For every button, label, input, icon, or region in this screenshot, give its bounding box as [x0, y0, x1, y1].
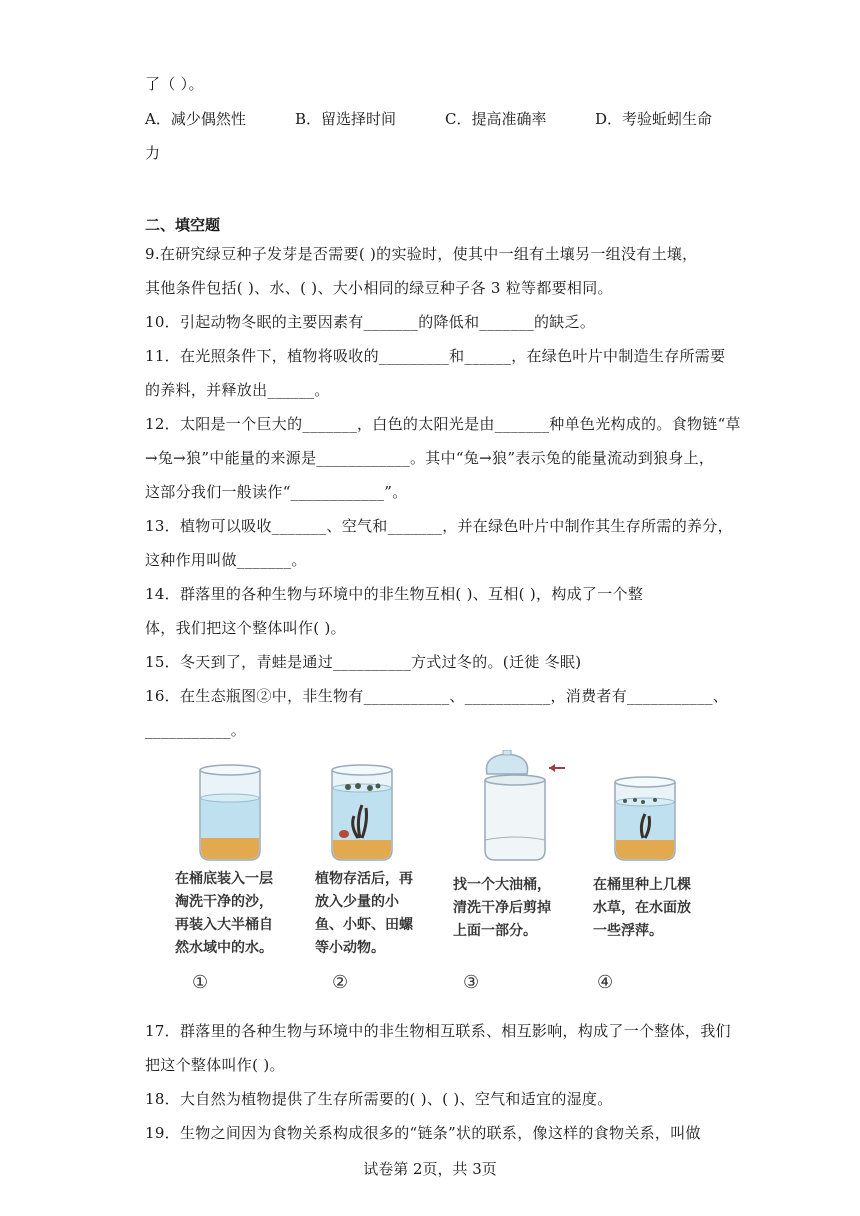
- text-line: 9.在研究绿豆种子发芽是否需要( )的实验时，使其中一组有土壤另一组没有土壤，: [145, 245, 698, 263]
- text-line: 把这个整体叫作( )。: [145, 1056, 285, 1074]
- text-line: 19．生物之间因为食物关系构成很多的“链条”状的联系，像这样的食物关系，叫做: [145, 1124, 701, 1142]
- caption-2: 植物存活后，再 放入少量的小 鱼、小虾、田螺 等小动物。: [315, 871, 413, 956]
- caption-4: 在桶里种上几棵 水草，在水面放 一些浮萍。: [593, 877, 691, 939]
- text-line: 18．大自然为植物提供了生存所需要的( )、( )、空气和适宜的湿度。: [145, 1090, 613, 1108]
- page-footer: 试卷第 2页，共 3页: [363, 1160, 497, 1178]
- text-line: 13．植物可以吸收_______、空气和_______，并在绿色叶片中制作其生存所需的养分，: [145, 517, 733, 535]
- question-tail: 了（ ）。: [145, 75, 204, 93]
- caption-3: 找一个大油桶， 清洗干净后剪掉 上面一部分。: [453, 877, 551, 939]
- text-line: 14．群落里的各种生物与环境中的非生物互相( )、互相( )，构成了一个整: [145, 585, 644, 603]
- text-line: 这部分我们一般读作“____________”。: [145, 483, 408, 501]
- text-line: 10．引起动物冬眠的主要因素有_______的降低和_______的缺乏。: [145, 313, 596, 331]
- step-number-3: ③: [463, 972, 480, 993]
- bottle-with-plants-illustration: [585, 750, 725, 865]
- section-title: 二、填空题: [145, 216, 221, 234]
- text-line: 的养料，并释放出______。: [145, 381, 330, 399]
- text-line: 11．在光照条件下，植物将吸收的_________和______，在绿色叶片中制造生存所需要: [145, 347, 726, 365]
- text-line: 体，我们把这个整体叫作( )。: [145, 619, 346, 637]
- bottle-sand-water-illustration: [170, 750, 310, 865]
- text-line: ___________。: [145, 721, 247, 739]
- step-number-1: ①: [192, 972, 209, 993]
- panel-2: [310, 750, 450, 1000]
- text-line: 15．冬天到了，青蛙是通过__________方式过冬的。(迁徙 冬眠): [145, 653, 582, 671]
- option-c: C．提高准确率: [445, 110, 547, 128]
- panel-3: [445, 750, 585, 1000]
- text-line: 17．群落里的各种生物与环境中的非生物相互联系、相互影响，构成了一个整体，我们: [145, 1022, 731, 1040]
- option-wrap: 力: [145, 144, 161, 162]
- panel-4: [585, 750, 725, 1000]
- text-line: 这种作用叫做_______。: [145, 551, 307, 569]
- bottle-with-animals-illustration: [310, 750, 450, 865]
- oil-drum-cut-illustration: [445, 750, 585, 865]
- text-line: 其他条件包括( )、水、( )、大小相同的绿豆种子各 3 粒等都要相同。: [145, 279, 613, 297]
- text-line: →兔→狼”中能量的来源是____________。其中“兔→狼”表示兔的能量流动到狼身上，: [145, 449, 715, 467]
- step-number-2: ②: [332, 972, 349, 993]
- option-a: A．减少偶然性: [145, 110, 246, 128]
- eco-bottle-figure: [145, 750, 725, 1000]
- option-d: D．考验蚯蚓生命: [595, 110, 713, 128]
- option-b: B．留选择时间: [295, 110, 397, 128]
- panel-1: [170, 750, 310, 1000]
- caption-1: 在桶底装入一层 淘洗干净的沙， 再装入大半桶自 然水域中的水。: [175, 871, 273, 956]
- step-number-4: ④: [597, 972, 614, 993]
- text-line: 12．太阳是一个巨大的_______，白色的太阳光是由_______种单色光构成的。食物链“草: [145, 415, 741, 433]
- text-line: 16．在生态瓶图②中，非生物有___________、___________，消费者有___________、: [145, 687, 729, 705]
